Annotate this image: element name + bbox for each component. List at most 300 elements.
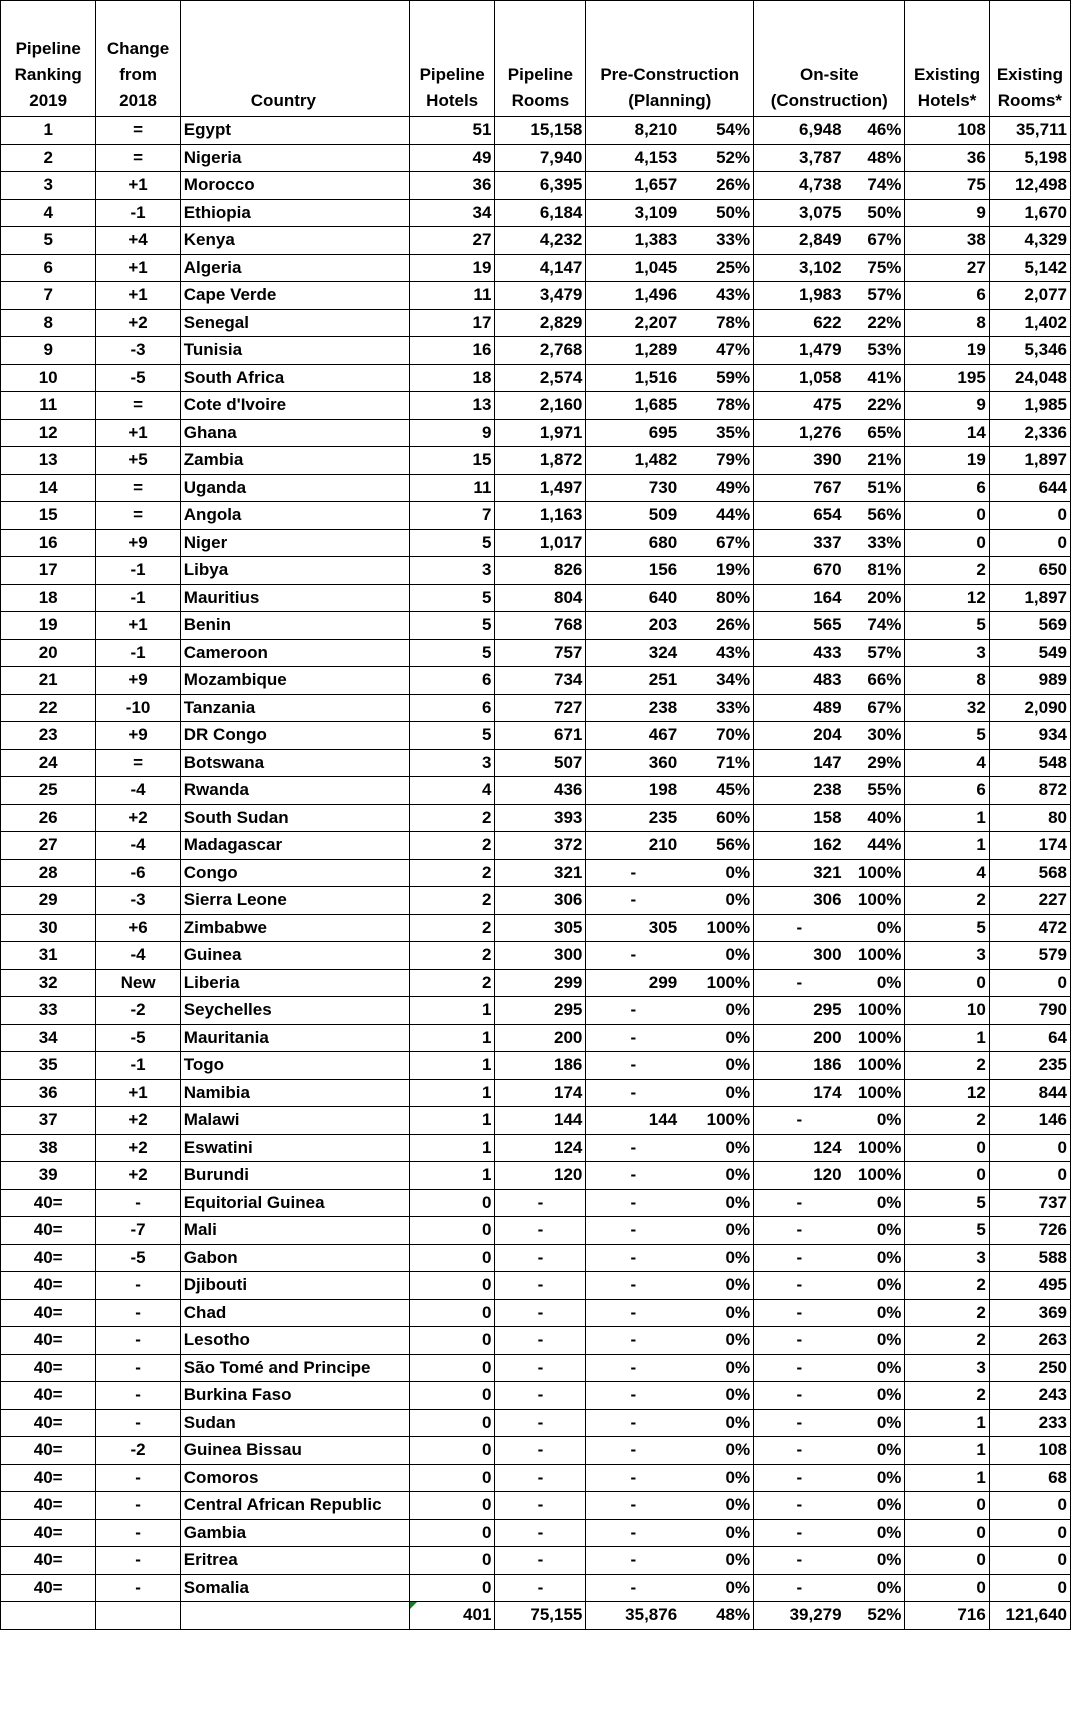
on-site-pct-cell: 0%: [845, 1217, 905, 1245]
existing-rooms-cell: 250: [989, 1354, 1070, 1382]
pipeline-hotels-cell: 34: [409, 199, 495, 227]
pipeline-hotels-cell: 6: [409, 694, 495, 722]
on-site-rooms-cell: 1,479: [754, 337, 845, 365]
existing-rooms-cell: 588: [989, 1244, 1070, 1272]
table-row: [1, 447, 1071, 475]
rank-cell: 10: [1, 364, 96, 392]
on-site-rooms-cell: 306: [754, 887, 845, 915]
existing-hotels-cell: 75: [905, 172, 989, 200]
rank-cell: 8: [1, 309, 96, 337]
pre-construction-rooms-cell: -: [586, 1162, 680, 1190]
pipeline-hotels-cell: 0: [409, 1464, 495, 1492]
pipeline-hotels-cell: 0: [409, 1189, 495, 1217]
table-row: [1, 117, 1071, 145]
change-cell: +4: [96, 227, 180, 255]
on-site-rooms-cell: -: [754, 1492, 845, 1520]
pre-construction-rooms-cell: 251: [586, 667, 680, 695]
country-cell: Mali: [180, 1217, 409, 1245]
on-site-rooms-cell: 3,102: [754, 254, 845, 282]
pipeline-rooms-cell: 507: [495, 749, 586, 777]
existing-hotels-cell: 36: [905, 144, 989, 172]
change-cell: +1: [96, 1079, 180, 1107]
pipeline-rooms-cell: 299: [495, 969, 586, 997]
existing-rooms-cell: 844: [989, 1079, 1070, 1107]
existing-rooms-cell: 1,670: [989, 199, 1070, 227]
table-row: [1, 639, 1071, 667]
table-row: [1, 749, 1071, 777]
pre-construction-pct-cell: 0%: [680, 887, 753, 915]
pre-construction-rooms-cell: 8,210: [586, 117, 680, 145]
table-row: [1, 777, 1071, 805]
on-site-rooms-cell: -: [754, 914, 845, 942]
pipeline-rooms-cell: -: [495, 1409, 586, 1437]
existing-rooms-cell: 650: [989, 557, 1070, 585]
change-cell: +1: [96, 419, 180, 447]
table-row: [1, 942, 1071, 970]
pipeline-hotels-cell: 401: [409, 1602, 495, 1630]
pipeline-hotels-cell: 0: [409, 1492, 495, 1520]
rank-cell: 3: [1, 172, 96, 200]
change-cell: =: [96, 144, 180, 172]
country-cell: Central African Republic: [180, 1492, 409, 1520]
pipeline-rooms-cell: -: [495, 1574, 586, 1602]
pre-construction-rooms-cell: 203: [586, 612, 680, 640]
table-row: [1, 1134, 1071, 1162]
country-cell: Nigeria: [180, 144, 409, 172]
pipeline-rooms-cell: 734: [495, 667, 586, 695]
header-existing-hotels: Existing Hotels*: [905, 1, 989, 117]
change-cell: =: [96, 749, 180, 777]
pre-construction-rooms-cell: -: [586, 1134, 680, 1162]
rank-cell: 7: [1, 282, 96, 310]
on-site-pct-cell: 22%: [845, 309, 905, 337]
pipeline-hotels-cell: 1: [409, 1162, 495, 1190]
on-site-pct-cell: 100%: [845, 1052, 905, 1080]
country-cell: Guinea: [180, 942, 409, 970]
existing-hotels-cell: 12: [905, 1079, 989, 1107]
pre-construction-rooms-cell: -: [586, 942, 680, 970]
country-cell: Ghana: [180, 419, 409, 447]
pipeline-hotels-cell: 2: [409, 969, 495, 997]
pipeline-rooms-cell: -: [495, 1492, 586, 1520]
on-site-pct-cell: 0%: [845, 1189, 905, 1217]
table-row: [1, 1519, 1071, 1547]
existing-hotels-cell: 2: [905, 557, 989, 585]
header-pre-construction: Pre-Construction (Planning): [586, 1, 754, 117]
rank-cell: 40=: [1, 1409, 96, 1437]
rank-cell: 13: [1, 447, 96, 475]
on-site-rooms-cell: -: [754, 1299, 845, 1327]
country-cell: Sudan: [180, 1409, 409, 1437]
header-existing-rooms: Existing Rooms*: [989, 1, 1070, 117]
rank-cell: 23: [1, 722, 96, 750]
pre-construction-rooms-cell: 695: [586, 419, 680, 447]
pre-construction-pct-cell: 0%: [680, 1574, 753, 1602]
rank-cell: 28: [1, 859, 96, 887]
on-site-rooms-cell: -: [754, 1547, 845, 1575]
existing-rooms-cell: 4,329: [989, 227, 1070, 255]
existing-rooms-cell: 1,985: [989, 392, 1070, 420]
country-cell: Libya: [180, 557, 409, 585]
country-cell: Guinea Bissau: [180, 1437, 409, 1465]
on-site-pct-cell: 74%: [845, 612, 905, 640]
table-row: [1, 1189, 1071, 1217]
table-row: [1, 1327, 1071, 1355]
rank-cell: 24: [1, 749, 96, 777]
rank-cell: 40=: [1, 1492, 96, 1520]
existing-hotels-cell: 8: [905, 667, 989, 695]
on-site-rooms-cell: 565: [754, 612, 845, 640]
on-site-rooms-cell: 390: [754, 447, 845, 475]
pipeline-hotels-cell: 0: [409, 1547, 495, 1575]
on-site-rooms-cell: -: [754, 1189, 845, 1217]
existing-hotels-cell: 2: [905, 1299, 989, 1327]
pipeline-hotels-cell: 1: [409, 997, 495, 1025]
pipeline-hotels-cell: 49: [409, 144, 495, 172]
pipeline-rooms-cell: 305: [495, 914, 586, 942]
existing-hotels-cell: 0: [905, 1574, 989, 1602]
existing-hotels-cell: 9: [905, 199, 989, 227]
existing-rooms-cell: 737: [989, 1189, 1070, 1217]
pre-construction-pct-cell: 0%: [680, 1299, 753, 1327]
change-cell: -: [96, 1382, 180, 1410]
country-cell: Gambia: [180, 1519, 409, 1547]
pipeline-hotels-cell: 1: [409, 1079, 495, 1107]
existing-hotels-cell: 19: [905, 337, 989, 365]
existing-rooms-cell: 64: [989, 1024, 1070, 1052]
on-site-rooms-cell: 147: [754, 749, 845, 777]
on-site-rooms-cell: 124: [754, 1134, 845, 1162]
existing-rooms-cell: 5,198: [989, 144, 1070, 172]
on-site-pct-cell: 51%: [845, 474, 905, 502]
pipeline-rooms-cell: 4,232: [495, 227, 586, 255]
country-cell: Lesotho: [180, 1327, 409, 1355]
pre-construction-pct-cell: 0%: [680, 1079, 753, 1107]
pipeline-rooms-cell: -: [495, 1299, 586, 1327]
country-cell: Tanzania: [180, 694, 409, 722]
country-cell: Burkina Faso: [180, 1382, 409, 1410]
change-cell: -: [96, 1519, 180, 1547]
pre-construction-pct-cell: 78%: [680, 309, 753, 337]
existing-hotels-cell: 6: [905, 777, 989, 805]
on-site-rooms-cell: -: [754, 1327, 845, 1355]
on-site-rooms-cell: 654: [754, 502, 845, 530]
country-cell: Angola: [180, 502, 409, 530]
on-site-pct-cell: 75%: [845, 254, 905, 282]
on-site-rooms-cell: -: [754, 1217, 845, 1245]
pipeline-hotels-cell: 19: [409, 254, 495, 282]
pipeline-hotels-cell: 0: [409, 1272, 495, 1300]
country-cell: Zimbabwe: [180, 914, 409, 942]
pipeline-rooms-cell: 2,160: [495, 392, 586, 420]
change-cell: +2: [96, 1107, 180, 1135]
pipeline-rooms-cell: 671: [495, 722, 586, 750]
pre-construction-pct-cell: 33%: [680, 694, 753, 722]
on-site-rooms-cell: 6,948: [754, 117, 845, 145]
pre-construction-pct-cell: 0%: [680, 1024, 753, 1052]
pre-construction-rooms-cell: 1,289: [586, 337, 680, 365]
pre-construction-pct-cell: 0%: [680, 1162, 753, 1190]
existing-rooms-cell: 235: [989, 1052, 1070, 1080]
pipeline-hotels-cell: 5: [409, 639, 495, 667]
country-cell: Mozambique: [180, 667, 409, 695]
table-row: [1, 1409, 1071, 1437]
rank-cell: 40=: [1, 1547, 96, 1575]
rank-cell: 40=: [1, 1354, 96, 1382]
on-site-rooms-cell: 4,738: [754, 172, 845, 200]
pre-construction-rooms-cell: -: [586, 997, 680, 1025]
existing-rooms-cell: 0: [989, 1162, 1070, 1190]
pre-construction-rooms-cell: -: [586, 1519, 680, 1547]
pre-construction-rooms-cell: 305: [586, 914, 680, 942]
rank-cell: 19: [1, 612, 96, 640]
existing-hotels-cell: 1: [905, 804, 989, 832]
header-change: Change from 2018: [96, 1, 180, 117]
table-row: [1, 172, 1071, 200]
pre-construction-pct-cell: 45%: [680, 777, 753, 805]
pre-construction-rooms-cell: 640: [586, 584, 680, 612]
change-cell: =: [96, 474, 180, 502]
rank-cell: 37: [1, 1107, 96, 1135]
pre-construction-rooms-cell: 3,109: [586, 199, 680, 227]
change-cell: -10: [96, 694, 180, 722]
change-cell: -: [96, 1574, 180, 1602]
on-site-pct-cell: 0%: [845, 1437, 905, 1465]
pipeline-rooms-cell: -: [495, 1189, 586, 1217]
pre-construction-rooms-cell: -: [586, 1272, 680, 1300]
change-cell: +5: [96, 447, 180, 475]
pre-construction-rooms-cell: 509: [586, 502, 680, 530]
pipeline-rooms-cell: 757: [495, 639, 586, 667]
pre-construction-rooms-cell: -: [586, 1547, 680, 1575]
change-cell: -4: [96, 832, 180, 860]
pipeline-hotels-cell: 27: [409, 227, 495, 255]
pipeline-rooms-cell: 393: [495, 804, 586, 832]
change-cell: -1: [96, 584, 180, 612]
change-cell: -5: [96, 1244, 180, 1272]
header-country: Country: [180, 1, 409, 117]
country-cell: Togo: [180, 1052, 409, 1080]
pre-construction-rooms-cell: 1,496: [586, 282, 680, 310]
country-cell: Kenya: [180, 227, 409, 255]
existing-hotels-cell: 4: [905, 859, 989, 887]
pipeline-rooms-cell: 124: [495, 1134, 586, 1162]
country-cell: Ethiopia: [180, 199, 409, 227]
pre-construction-pct-cell: 0%: [680, 997, 753, 1025]
on-site-rooms-cell: 767: [754, 474, 845, 502]
table-row: [1, 1079, 1071, 1107]
pipeline-rooms-cell: -: [495, 1382, 586, 1410]
existing-hotels-cell: 19: [905, 447, 989, 475]
pipeline-rooms-cell: 436: [495, 777, 586, 805]
on-site-rooms-cell: -: [754, 1574, 845, 1602]
pre-construction-pct-cell: 100%: [680, 914, 753, 942]
pre-construction-pct-cell: 0%: [680, 1409, 753, 1437]
pipeline-rooms-cell: 1,163: [495, 502, 586, 530]
header-pipeline-hotels: Pipeline Hotels: [409, 1, 495, 117]
country-cell: Namibia: [180, 1079, 409, 1107]
change-cell: -2: [96, 997, 180, 1025]
rank-cell: 1: [1, 117, 96, 145]
on-site-pct-cell: 57%: [845, 639, 905, 667]
rank-cell: 17: [1, 557, 96, 585]
on-site-rooms-cell: -: [754, 1464, 845, 1492]
table-row: [1, 1492, 1071, 1520]
pipeline-hotels-cell: 5: [409, 722, 495, 750]
on-site-pct-cell: 33%: [845, 529, 905, 557]
rank-cell: 29: [1, 887, 96, 915]
pre-construction-pct-cell: 80%: [680, 584, 753, 612]
pre-construction-rooms-cell: 1,482: [586, 447, 680, 475]
table-row: [1, 1464, 1071, 1492]
on-site-pct-cell: 0%: [845, 1107, 905, 1135]
on-site-rooms-cell: 204: [754, 722, 845, 750]
on-site-rooms-cell: 238: [754, 777, 845, 805]
on-site-rooms-cell: 174: [754, 1079, 845, 1107]
table-row: [1, 1354, 1071, 1382]
pipeline-hotels-cell: 11: [409, 282, 495, 310]
table-row: [1, 1244, 1071, 1272]
pipeline-hotels-cell: 2: [409, 832, 495, 860]
existing-hotels-cell: 3: [905, 1354, 989, 1382]
table-row: [1, 392, 1071, 420]
country-cell: Malawi: [180, 1107, 409, 1135]
existing-rooms-cell: 2,077: [989, 282, 1070, 310]
pipeline-hotels-cell: 3: [409, 557, 495, 585]
pipeline-hotels-cell: 1: [409, 1024, 495, 1052]
pipeline-rooms-cell: 2,574: [495, 364, 586, 392]
on-site-pct-cell: 0%: [845, 1464, 905, 1492]
country-cell: São Tomé and Principe: [180, 1354, 409, 1382]
change-cell: +2: [96, 309, 180, 337]
pipeline-hotels-cell: 0: [409, 1574, 495, 1602]
pipeline-hotels-cell: 5: [409, 529, 495, 557]
on-site-rooms-cell: 1,058: [754, 364, 845, 392]
pre-construction-pct-cell: 56%: [680, 832, 753, 860]
country-cell: Egypt: [180, 117, 409, 145]
pipeline-rooms-cell: 306: [495, 887, 586, 915]
existing-rooms-cell: 12,498: [989, 172, 1070, 200]
table-row: [1, 309, 1071, 337]
change-cell: +1: [96, 172, 180, 200]
pre-construction-pct-cell: 0%: [680, 1217, 753, 1245]
pre-construction-rooms-cell: 299: [586, 969, 680, 997]
on-site-pct-cell: 100%: [845, 859, 905, 887]
on-site-pct-cell: 67%: [845, 227, 905, 255]
rank-cell: 21: [1, 667, 96, 695]
pre-construction-pct-cell: 70%: [680, 722, 753, 750]
existing-hotels-cell: 10: [905, 997, 989, 1025]
pipeline-hotels-cell: 9: [409, 419, 495, 447]
country-cell: Botswana: [180, 749, 409, 777]
pipeline-hotels-cell: 3: [409, 749, 495, 777]
table-row: [1, 144, 1071, 172]
on-site-rooms-cell: 186: [754, 1052, 845, 1080]
existing-rooms-cell: 644: [989, 474, 1070, 502]
pre-construction-pct-cell: 19%: [680, 557, 753, 585]
table-row: [1, 502, 1071, 530]
rank-cell: 27: [1, 832, 96, 860]
pre-construction-rooms-cell: -: [586, 887, 680, 915]
on-site-rooms-cell: 300: [754, 942, 845, 970]
on-site-pct-cell: 46%: [845, 117, 905, 145]
pipeline-hotels-cell: 0: [409, 1382, 495, 1410]
existing-rooms-cell: 227: [989, 887, 1070, 915]
rank-cell: 33: [1, 997, 96, 1025]
header-on-site: On-site (Construction): [754, 1, 905, 117]
table-row: [1, 804, 1071, 832]
on-site-rooms-cell: 337: [754, 529, 845, 557]
pre-construction-pct-cell: 79%: [680, 447, 753, 475]
table-row: [1, 1217, 1071, 1245]
rank-cell: 40=: [1, 1437, 96, 1465]
change-cell: +2: [96, 1162, 180, 1190]
table-row: [1, 337, 1071, 365]
pre-construction-pct-cell: 78%: [680, 392, 753, 420]
header-row: [1, 1, 1071, 117]
pipeline-rooms-cell: -: [495, 1272, 586, 1300]
pre-construction-pct-cell: 100%: [680, 1107, 753, 1135]
pipeline-rooms-cell: 174: [495, 1079, 586, 1107]
table-row: [1, 1382, 1071, 1410]
on-site-pct-cell: 0%: [845, 1547, 905, 1575]
rank-cell: 9: [1, 337, 96, 365]
pipeline-rooms-cell: -: [495, 1437, 586, 1465]
existing-rooms-cell: 0: [989, 1547, 1070, 1575]
on-site-pct-cell: 0%: [845, 1244, 905, 1272]
on-site-rooms-cell: -: [754, 1437, 845, 1465]
existing-rooms-cell: 1,897: [989, 447, 1070, 475]
pipeline-hotels-cell: 5: [409, 612, 495, 640]
country-cell: Chad: [180, 1299, 409, 1327]
rank-cell: 4: [1, 199, 96, 227]
existing-hotels-cell: 2: [905, 1327, 989, 1355]
existing-rooms-cell: 121,640: [989, 1602, 1070, 1630]
on-site-rooms-cell: 475: [754, 392, 845, 420]
pre-construction-rooms-cell: -: [586, 1079, 680, 1107]
pre-construction-pct-cell: 0%: [680, 1189, 753, 1217]
on-site-pct-cell: 30%: [845, 722, 905, 750]
change-cell: -: [96, 1272, 180, 1300]
pipeline-hotels-cell: 2: [409, 914, 495, 942]
pipeline-rooms-cell: 120: [495, 1162, 586, 1190]
existing-hotels-cell: 0: [905, 1492, 989, 1520]
pipeline-hotels-cell: 5: [409, 584, 495, 612]
existing-hotels-cell: 27: [905, 254, 989, 282]
rank-cell: 2: [1, 144, 96, 172]
rank-cell: 11: [1, 392, 96, 420]
table-row: [1, 859, 1071, 887]
table-row: [1, 612, 1071, 640]
existing-rooms-cell: 726: [989, 1217, 1070, 1245]
pipeline-rooms-cell: 1,497: [495, 474, 586, 502]
pipeline-hotels-cell: 6: [409, 667, 495, 695]
pre-construction-rooms-cell: 1,516: [586, 364, 680, 392]
change-cell: -: [96, 1464, 180, 1492]
existing-rooms-cell: 35,711: [989, 117, 1070, 145]
rank-cell: [1, 1602, 96, 1630]
pre-construction-rooms-cell: -: [586, 1327, 680, 1355]
country-cell: Congo: [180, 859, 409, 887]
header-rank: Pipeline Ranking 2019: [1, 1, 96, 117]
pre-construction-rooms-cell: 2,207: [586, 309, 680, 337]
existing-hotels-cell: 0: [905, 1162, 989, 1190]
pre-construction-rooms-cell: -: [586, 1024, 680, 1052]
on-site-rooms-cell: 670: [754, 557, 845, 585]
pipeline-hotels-cell: 0: [409, 1244, 495, 1272]
pre-construction-pct-cell: 35%: [680, 419, 753, 447]
pipeline-rooms-cell: -: [495, 1519, 586, 1547]
